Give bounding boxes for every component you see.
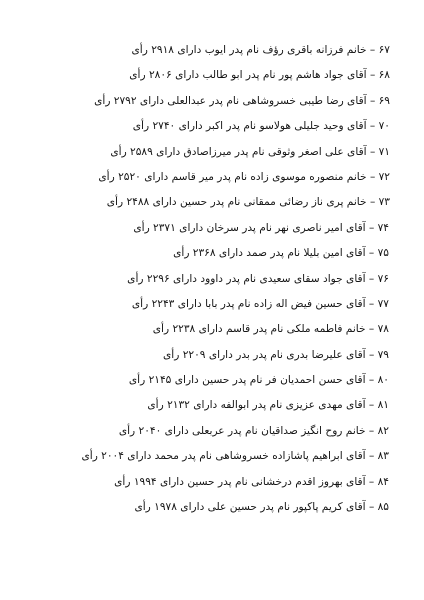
list-item: ۸۵ – آقای کریم پاکپور نام پدر حسین علی دارای ۱۹۷۸ رأی: [134, 501, 389, 514]
list-item: ۷۹ – آقای علیرضا بدری نام پدر بدر دارای ۲۲۰۹ رأی: [162, 348, 389, 361]
list-item: ۸۲ – خانم روح انگیز صداقیان نام پدر عربعلی دارای ۲۰۴۰ رأی: [118, 424, 389, 437]
list-item: ۷۲ – خانم منصوره موسوی زاده نام پدر میر قاسم دارای ۲۵۲۰ رأی: [98, 170, 390, 183]
list-item: ۸۴ – آقای بهروز اقدم درخشانی نام پدر حسین دارای ۱۹۹۴ رأی: [114, 475, 389, 488]
list-item: ۷۷ – آقای حسین فیض اله زاده نام پدر بابا دارای ۲۲۴۳ رأی: [131, 297, 389, 310]
list-item: ۷۸ – خانم فاطمه ملکی نام پدر قاسم دارای ۲۲۳۸ رأی: [152, 323, 389, 336]
list-item: ۸۳ – آقای ابراهیم پاشازاده خسروشاهی نام پدر محمد دارای ۲۰۰۴ رأی: [81, 450, 389, 463]
list-item: ۶۸ – آقای جواد هاشم پور نام پدر ابو طالب دارای ۲۸۰۶ رأی: [129, 69, 390, 82]
list-item: ۷۴ – آقای امیر ناصری نهر نام پدر سرخان دارای ۲۳۷۱ رأی: [133, 221, 389, 234]
list-item: ۷۵ – آقای امین بلیلا نام پدر صمد دارای ۲۳۶۸ رأی: [173, 247, 389, 260]
list-item: ۶۷ – خانم فرزانه باقری رؤف نام پدر ایوب دارای ۲۹۱۸ رأی: [131, 44, 390, 56]
list-item: ۷۶ – آقای جواد سقای سعیدی نام پدر داوود دارای ۲۲۹۶ رأی: [127, 272, 389, 285]
list-item: ۷۳ – خانم پری ناز رضائی ممقانی نام پدر حسین دارای ۲۴۸۸ رأی: [106, 196, 390, 209]
list-item: ۸۱ – آقای مهدی عزیزی نام پدر ابوالفه دارای ۲۱۳۲ رأی: [147, 399, 389, 412]
candidate-list: [0, 38, 424, 520]
list-item: ۷۱ – آقای علی اصغر وثوقی نام پدر میرزاصادق دارای ۲۵۸۹ رأی: [110, 145, 390, 158]
list-item: ۷۰ – آقای وحید جلیلی هولاسو نام پدر اکبر دارای ۲۷۴۰ رأی: [132, 120, 390, 133]
list-item: ۶۹ – آقای رضا طیبی خسروشاهی نام پدر عبدالعلی دارای ۲۷۹۲ رأی: [94, 94, 390, 107]
list-item: ۸۰ – آقای حسن احمدیان فر نام پدر حسین دارای ۲۱۴۵ رأی: [128, 374, 389, 387]
